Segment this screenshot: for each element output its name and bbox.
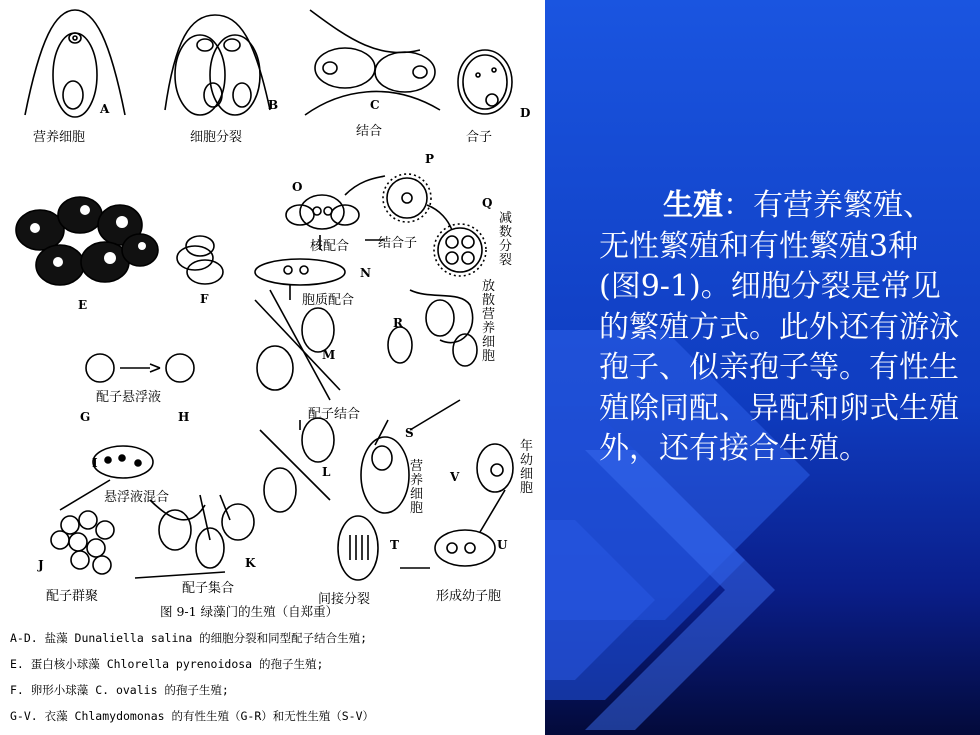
letter-r: R — [393, 316, 403, 330]
label-zygote: 合子 — [466, 130, 493, 145]
letter-q: Q — [482, 196, 493, 210]
label-zygote-union: 结合子 — [378, 236, 418, 251]
letter-l: L — [322, 465, 331, 479]
letter-s: S — [405, 426, 414, 440]
letter-h: H — [178, 410, 190, 424]
label-meiosis: 减数分裂 — [499, 211, 513, 268]
letter-v: V — [450, 470, 460, 484]
letter-j: J — [38, 558, 44, 572]
letter-o: O — [292, 180, 303, 194]
label-gamete-suspension: 配子悬浮液 — [96, 390, 162, 405]
label-release-cells: 放散营养细胞 — [482, 279, 496, 364]
label-vegetative-cell-s: 营养细胞 — [410, 459, 424, 516]
label-plasmogamy: 胞质配合 — [302, 293, 355, 308]
label-suspension-mix: 悬浮液混合 — [104, 490, 170, 505]
label-juvenile-cell: 年幼细胞 — [520, 439, 534, 496]
label-karyogamy: 核配合 — [310, 239, 350, 254]
label-indirect-division: 间接分裂 — [318, 592, 371, 607]
letter-i: I — [92, 456, 98, 470]
letter-m: M — [322, 348, 336, 362]
letter-c: C — [370, 98, 380, 112]
slide-body: ：有营养繁殖、无性繁殖和有性繁殖3种(图9-1)。细胞分裂是常见的繁殖方式。此外还有游泳孢子、似亲孢子等。有性生殖除同配、异配和卵式生殖外，还有接合生殖。 — [599, 188, 959, 466]
letter-e: E — [78, 298, 88, 312]
label-gamete-cluster: 配子群聚 — [46, 589, 99, 604]
letter-p: P — [425, 152, 435, 166]
caption-line-3: F. 卵形小球藻 C. ovalis 的孢子生殖; — [10, 683, 229, 697]
label-gamete-fusion: 配子结合 — [308, 407, 361, 422]
letter-u: U — [497, 538, 508, 552]
label-vegetative-cell: 营养细胞 — [33, 130, 86, 145]
label-gamete-aggregation: 配子集合 — [182, 581, 235, 596]
label-cell-division: 细胞分裂 — [190, 130, 243, 145]
label-form-juvenile: 形成幼子胞 — [436, 589, 502, 604]
letter-n: N — [360, 266, 371, 280]
figure-caption-title: 图 9-1 绿藻门的生殖（自郑重） — [160, 604, 339, 619]
label-conjugation: 结合 — [356, 124, 383, 139]
letter-t: T — [390, 538, 399, 552]
text-panel — [545, 0, 980, 735]
letter-a: A — [100, 102, 110, 116]
slide-body-text — [599, 186, 959, 470]
letter-k: K — [245, 556, 256, 570]
caption-line-4: G-V. 衣藻 Chlamydomonas 的有性生殖（G-R）和无性生殖（S-V） — [10, 709, 375, 723]
slide-lead-term: 生殖 — [663, 188, 723, 223]
letter-b: B — [268, 98, 279, 112]
letter-g: G — [80, 410, 91, 424]
letter-f: F — [200, 292, 209, 306]
caption-line-1: A-D. 盐藻 Dunaliella salina 的细胞分裂和同型配子结合生殖; — [10, 631, 368, 645]
letter-d: D — [520, 106, 531, 120]
caption-line-2: E. 蛋白核小球藻 Chlorella pyrenoidosa 的孢子生殖; — [10, 657, 324, 671]
